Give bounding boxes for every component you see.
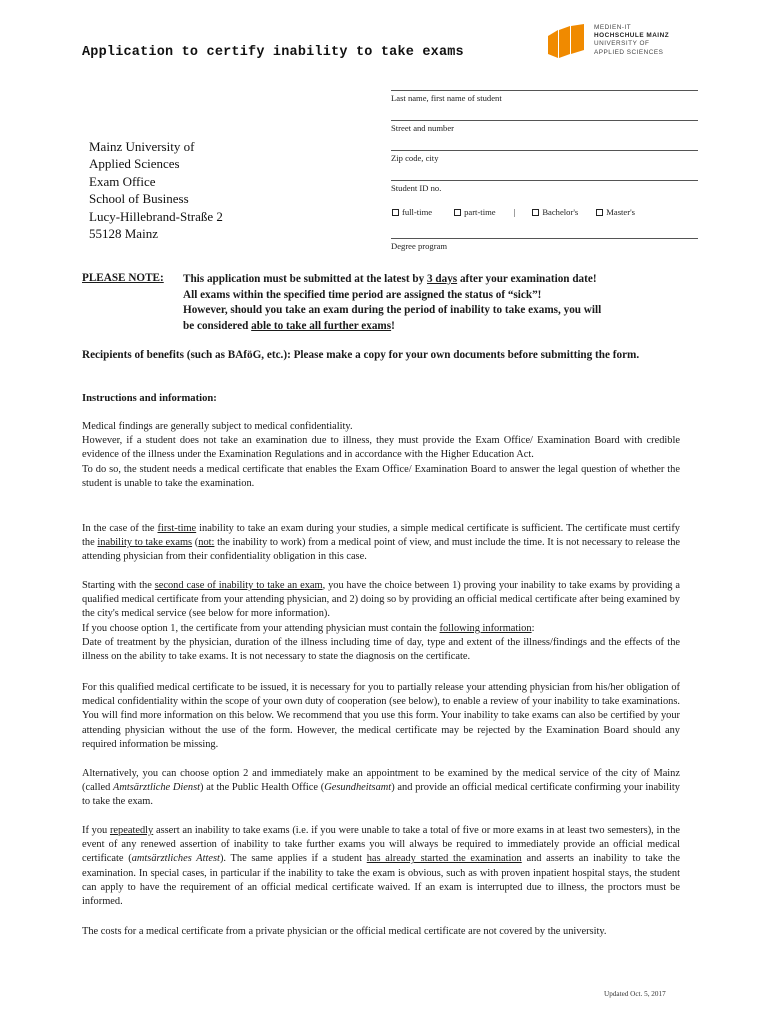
student-id-field-label: Student ID no. [391,183,442,193]
address-line: Applied Sciences [89,156,180,172]
please-note-text: This application must be submitted at the latest by 3 days after your examination date! All exams within the specified time period are assigned the status of “sick”! However, should you take an exam during the period of inability to take exams, you will be considered able to take all further exams! [183,273,602,332]
name-field[interactable] [391,90,698,91]
logo-line-3: UNIVERSITY OF [594,40,650,48]
master-checkbox[interactable]: Master's [596,207,635,217]
zip-city-field-label: Zip code, city [391,153,439,163]
paragraph-first-time: In the case of the first-time inability to take an exam during your studies, a simple medical certificate is sufficient. The certificate must certify the inability to take exams (not: the inability to work) from a medical point of view, and must include the time. It is not necessary to release the attending physician from their confidentiality obligation in this case. [82,523,681,563]
checkbox-icon [392,209,399,216]
paragraph-repeated: If you repeatedly assert an inability to take exams (i.e. if you were unable to take a total of five or more exams in at least two semesters), in the event of any renewed assertion of inability to take further exams you will always be required to immediately provide an official medical certificate (amtsärztliches Attest). The same applies if a student has already started the examination and asserts an inability to take the examination. In special cases, in particular if the inability to take the exam is obvious, such as with proven inpatient hospital stays, the student can apply to have the requirement of an official medical certificate waived. If an exam is interrupted due to illness, the proctors must be informed. [82,825,680,908]
page-title: Application to certify inability to take exams [82,45,464,60]
address-line: School of Business [89,191,189,207]
logo-mark-icon [548,24,588,60]
updated-date: Updated Oct. 5, 2017 [604,990,666,998]
logo-line-4: APPLIED SCIENCES [594,48,664,56]
name-field-label: Last name, first name of student [391,93,502,103]
street-field-label: Street and number [391,123,455,133]
study-options [391,207,691,217]
zip-city-field[interactable] [391,150,698,151]
fulltime-checkbox[interactable]: full-time [392,207,432,217]
checkbox-icon [454,209,461,216]
recipient-address [89,138,223,242]
paragraph-second-case: Starting with the second case of inability to take an exam, you have the choice between 1) proving your inability to take exams by providing a qualified medical certificate from your attending physician, and 2) doing so by providing an official medical certificate after being examined by the city's medical service (see below for more information). If you choose option 1, the certificate from your attending physician must contain the following information: Date of treatment by the physician, duration of the illness including time of day, type and extent of the illness/findings and the effects of the illness on the ability to take exams. It is not necessary to state the diagnosis on the certificate. [82,580,680,663]
student-id-field[interactable] [391,180,698,181]
instructions-heading: Instructions and information: [82,393,217,404]
street-field[interactable] [391,120,698,121]
paragraph-confidentiality: Medical findings are generally subject to medical confidentiality. However, if a student does not take an examination due to illness, they must provide the Exam Office/ Examination Board with credible evidence of the illness under the Examination Regulations and in accordance with the Higher Education Act. To do so, the student needs a medical certificate that enables the Exam Office/ Examination Board to answer the legal question of whether the student is unable to take the examination. [82,421,680,489]
address-line: 55128 Mainz [89,226,158,242]
bachelor-checkbox[interactable]: Bachelor's [532,207,578,217]
separator: | [513,207,516,217]
address-line: Lucy-Hillebrand-Straße 2 [89,208,223,224]
address-line: Mainz University of [89,139,195,154]
paragraph-alternative: Alternatively, you can choose option 2 and immediately make an appointment to be examined by the medical service of the city of Mainz (called Amtsärztliche Dienst) at the Public Health Office (Gesundheitsamt) and provide an official medical certificate confirming your inability to take the exam. [82,768,680,808]
paragraph-costs: The costs for a medical certificate from a private physician or the official medical certificate are not covered by the university. [82,926,607,937]
recipients-notice: Recipients of benefits (such as BAföG, etc.): Please make a copy for your own documents before submitting the form. [82,349,640,361]
logo-line-1: MEDIEN-IT [594,24,632,31]
paragraph-qualified-certificate: For this qualified medical certificate to be issued, it is necessary for you to partially release your attending physician from his/her obligation of medical confidentiality within the scope of your own duty of cooperation (see below), to enable a review of your inability to take examinations. You will find more information on this below. We recommend that you use this form. Your inability to take exams can also be certified by your attending physician without the use of the form. However, the medical certificate may be rejected by the Examination Board should any required information be missing. [82,682,680,750]
please-note-label: PLEASE NOTE: [82,272,164,284]
address-line: Exam Office [89,173,156,189]
checkbox-icon [596,209,603,216]
parttime-checkbox[interactable]: part-time [454,207,496,217]
checkbox-icon [532,209,539,216]
degree-program-field[interactable] [391,238,698,239]
university-logo [548,22,688,64]
degree-program-field-label: Degree program [391,241,448,251]
logo-line-2: HOCHSCHULE MAINZ [594,32,670,40]
